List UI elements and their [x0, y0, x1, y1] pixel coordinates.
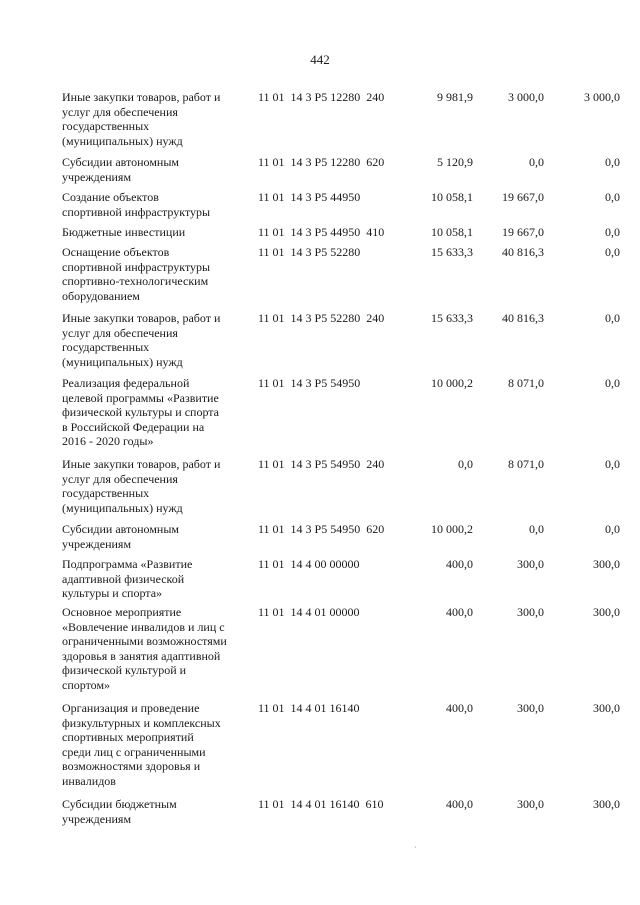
amount-col-2: 19 667,0: [502, 225, 544, 239]
amount-col-2: 300,0: [517, 605, 544, 619]
amount-col-1: 5 120,9: [437, 155, 473, 169]
amount-col-2: 3 000,0: [508, 90, 544, 104]
budget-code: 11 01 14 3 P5 54950 620: [258, 522, 385, 536]
row-name: Субсидии автономным учреждениям: [62, 522, 179, 551]
amount-col-1: 15 633,3: [431, 311, 473, 325]
amount-col-2: 300,0: [517, 557, 544, 571]
amount-col-3: 0,0: [605, 522, 620, 536]
budget-code: 11 01 14 3 P5 12280 620: [258, 155, 385, 169]
amount-col-3: 300,0: [593, 701, 620, 715]
amount-col-2: 8 071,0: [508, 376, 544, 390]
amount-col-3: 0,0: [605, 190, 620, 204]
row-name: Бюджетные инвестиции: [62, 225, 186, 239]
amount-col-2: 19 667,0: [502, 190, 544, 204]
amount-col-2: 0,0: [529, 155, 544, 169]
amount-col-3: 0,0: [605, 311, 620, 325]
row-name: Иные закупки товаров, работ и услуг для обеспечения государственных (муниципальных) нужд: [62, 90, 221, 148]
budget-code: 11 01 14 3 P5 12280 240: [258, 90, 385, 104]
row-name: Создание объектов спортивной инфраструктуры: [62, 190, 211, 219]
amount-col-3: 300,0: [593, 557, 620, 571]
row-name: Иные закупки товаров, работ и услуг для обеспечения государственных (муниципальных) нужд: [62, 311, 221, 369]
amount-col-1: 10 000,2: [431, 376, 473, 390]
row-name: Организация и проведение физкультурных и комплексных спортивных мероприятий среди лиц с ограниченными возможностями здоровья и инвалидов: [62, 701, 221, 788]
page-number: 442: [310, 52, 330, 67]
row-name: Подпрограмма «Развитие адаптивной физической культуры и спорта»: [62, 557, 193, 601]
amount-col-1: 0,0: [458, 457, 473, 471]
amount-col-2: 300,0: [517, 701, 544, 715]
row-name: Реализация федеральной целевой программы «Развитие физической культуры и спорта в Российской Федерации на 2016 - 2020 годы»: [62, 376, 220, 449]
amount-col-2: 300,0: [517, 797, 544, 811]
budget-code: 11 01 14 4 00 00000: [258, 557, 360, 571]
row-name: Субсидии автономным учреждениям: [62, 155, 179, 184]
amount-col-2: 8 071,0: [508, 457, 544, 471]
budget-code: 11 01 14 4 01 00000: [258, 605, 360, 619]
amount-col-3: 300,0: [593, 605, 620, 619]
amount-col-1: 400,0: [446, 557, 473, 571]
budget-code: 11 01 14 3 P5 54950: [258, 376, 361, 390]
amount-col-1: 9 981,9: [437, 90, 473, 104]
amount-col-2: 0,0: [529, 522, 544, 536]
row-name: Иные закупки товаров, работ и услуг для обеспечения государственных (муниципальных) нужд: [62, 457, 221, 515]
budget-code: 11 01 14 3 P5 54950 240: [258, 457, 385, 471]
scan-speck: ·: [414, 843, 417, 852]
amount-col-1: 400,0: [446, 701, 473, 715]
amount-col-3: 0,0: [605, 225, 620, 239]
row-name: Оснащение объектов спортивной инфраструктуры спортивно-технологическим оборудованием: [62, 245, 211, 303]
amount-col-3: 3 000,0: [584, 90, 620, 104]
row-name: Основное мероприятие «Вовлечение инвалидов и лиц с ограниченными возможностями здоровья в занятия адаптивной физической культурой и спортом»: [62, 605, 227, 692]
amount-col-2: 40 816,3: [502, 245, 544, 259]
amount-col-1: 400,0: [446, 605, 473, 619]
amount-col-3: 300,0: [593, 797, 620, 811]
budget-code: 11 01 14 4 01 16140 610: [258, 797, 384, 811]
amount-col-1: 400,0: [446, 797, 473, 811]
amount-col-1: 10 058,1: [431, 225, 473, 239]
amount-col-3: 0,0: [605, 376, 620, 390]
amount-col-3: 0,0: [605, 457, 620, 471]
row-name: Субсидии бюджетным учреждениям: [62, 797, 177, 826]
amount-col-3: 0,0: [605, 155, 620, 169]
amount-col-2: 40 816,3: [502, 311, 544, 325]
budget-code: 11 01 14 3 P5 44950 410: [258, 225, 385, 239]
budget-code: 11 01 14 4 01 16140: [258, 701, 360, 715]
budget-code: 11 01 14 3 P5 52280 240: [258, 311, 385, 325]
amount-col-1: 15 633,3: [431, 245, 473, 259]
amount-col-1: 10 000,2: [431, 522, 473, 536]
budget-code: 11 01 14 3 P5 44950: [258, 190, 361, 204]
budget-code: 11 01 14 3 P5 52280: [258, 245, 361, 259]
amount-col-1: 10 058,1: [431, 190, 473, 204]
amount-col-3: 0,0: [605, 245, 620, 259]
